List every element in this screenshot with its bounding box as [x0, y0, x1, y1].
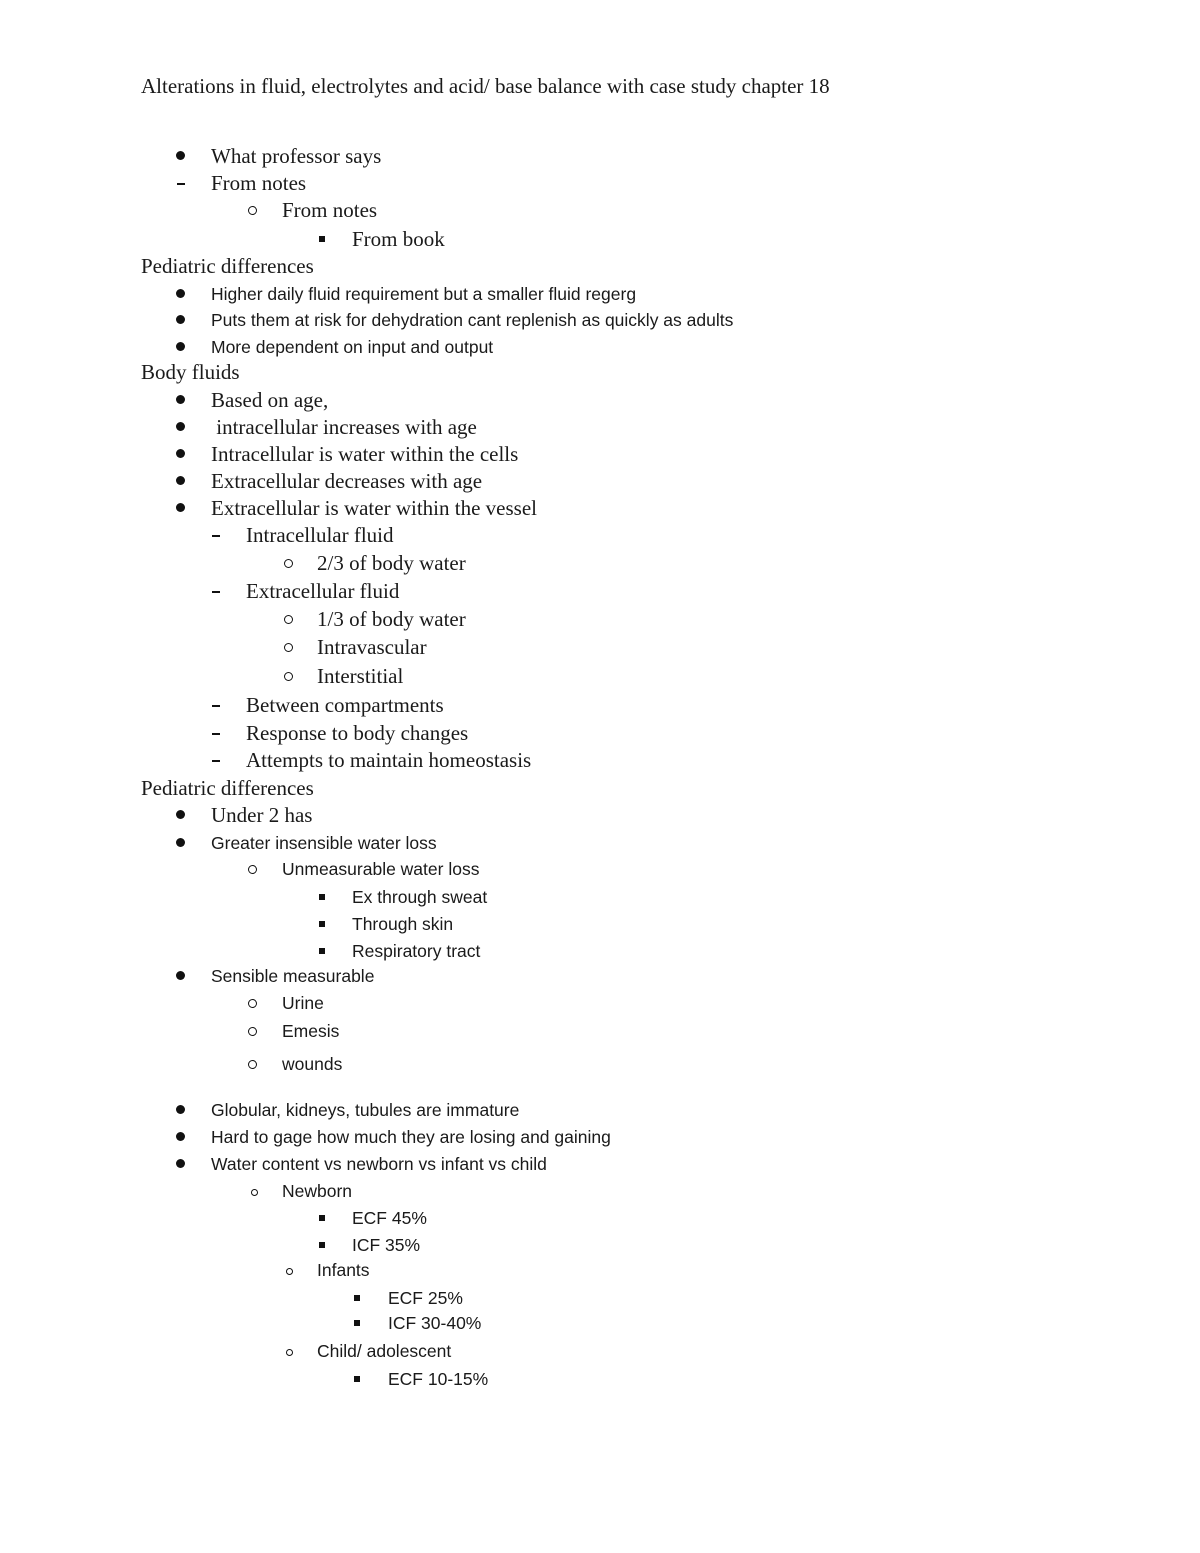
- square-bullet-icon: [319, 921, 325, 927]
- list-item-text: Newborn: [282, 1181, 353, 1201]
- list-item-text: Higher daily fluid requirement but a smaller fluid regerg: [211, 284, 637, 304]
- list-item: [0, 937, 481, 965]
- list-item-text: Puts them at risk for dehydration cant replenish as quickly as adults: [211, 310, 734, 330]
- disc-bullet-icon: [176, 342, 185, 351]
- list-item: [0, 1096, 520, 1124]
- legend-level4-text: From book: [352, 227, 445, 251]
- list-item: [0, 386, 329, 414]
- list-item: [0, 1284, 463, 1312]
- list-item-text: Ex through sweat: [352, 887, 488, 907]
- list-item-text: Through skin: [352, 914, 454, 934]
- list-item-text: Intracellular fluid: [246, 523, 394, 547]
- square-bullet-icon: [319, 948, 325, 954]
- list-item-text: ECF 25%: [388, 1288, 463, 1308]
- list-item-text: Emesis: [282, 1021, 340, 1041]
- list-item-text: Greater insensible water loss: [211, 833, 437, 853]
- legend-level2-text: From notes: [211, 171, 307, 195]
- circle-bullet-icon: [248, 1027, 257, 1036]
- disc-bullet-icon: [176, 1132, 185, 1141]
- list-item: [0, 719, 469, 747]
- disc-bullet-icon: [176, 838, 185, 847]
- section3-heading-text: Pediatric differences: [141, 776, 314, 800]
- legend-level4: [0, 225, 445, 253]
- square-bullet-icon: [319, 894, 325, 900]
- section-heading: [0, 358, 240, 386]
- list-item-text: Unmeasurable water loss: [282, 859, 480, 879]
- list-item: [0, 577, 400, 605]
- document-title: [0, 72, 830, 100]
- circle-bullet-icon: [286, 1268, 293, 1275]
- disc-bullet-icon: [176, 289, 185, 298]
- square-bullet-icon: [319, 1215, 325, 1221]
- list-item: [0, 467, 483, 495]
- list-item: [0, 494, 537, 522]
- square-bullet-icon: [319, 236, 325, 242]
- circle-bullet-icon: [284, 643, 293, 652]
- list-item: [0, 521, 394, 549]
- list-item-text: More dependent on input and output: [211, 337, 494, 357]
- circle-bullet-icon: [284, 615, 293, 624]
- list-item: [0, 1231, 421, 1259]
- disc-bullet-icon: [176, 503, 185, 512]
- list-item-text: Extracellular fluid: [246, 579, 400, 603]
- list-item-text: Sensible measurable: [211, 966, 375, 986]
- circle-bullet-icon: [248, 999, 257, 1008]
- disc-bullet-icon: [176, 315, 185, 324]
- list-item: [0, 1017, 340, 1045]
- list-item: [0, 633, 427, 661]
- list-item: [0, 910, 454, 938]
- dash-bullet-icon: [212, 760, 220, 762]
- dash-bullet-icon: [212, 705, 220, 707]
- list-item-text: ICF 30-40%: [388, 1313, 482, 1333]
- dash-bullet-icon: [212, 733, 220, 735]
- list-item: [0, 1204, 427, 1232]
- list-item: [0, 1177, 353, 1205]
- list-item-text: Response to body changes: [246, 721, 469, 745]
- disc-bullet-icon: [176, 1105, 185, 1114]
- disc-bullet-icon: [176, 449, 185, 458]
- disc-bullet-icon: [176, 151, 185, 160]
- list-item-text: Intravascular: [317, 635, 427, 659]
- circle-bullet-icon: [286, 1349, 293, 1356]
- legend-level1: [0, 142, 382, 170]
- circle-bullet-icon: [251, 1189, 258, 1196]
- square-bullet-icon: [354, 1295, 360, 1301]
- disc-bullet-icon: [176, 810, 185, 819]
- list-item-text: Attempts to maintain homeostasis: [246, 748, 532, 772]
- list-item: [0, 1365, 489, 1393]
- legend-level2: [0, 169, 307, 197]
- list-item-text: Hard to gage how much they are losing and gaining: [211, 1127, 611, 1147]
- list-item-text: ECF 45%: [352, 1208, 427, 1228]
- list-item: [0, 1309, 482, 1337]
- dash-bullet-icon: [212, 535, 220, 537]
- document-title-text: Alterations in fluid, electrolytes and acid/ base balance with case study chapter 18: [141, 74, 830, 98]
- list-item-text: Intracellular is water within the cells: [211, 442, 519, 466]
- list-item-text: Based on age,: [211, 388, 329, 412]
- square-bullet-icon: [354, 1320, 360, 1326]
- legend-level1-text: What professor says: [211, 144, 382, 168]
- disc-bullet-icon: [176, 971, 185, 980]
- list-item: [0, 440, 519, 468]
- list-item-text: Extracellular decreases with age: [211, 469, 483, 493]
- circle-bullet-icon: [248, 206, 257, 215]
- list-item-text: 2/3 of body water: [317, 551, 466, 575]
- list-item: [0, 1050, 343, 1078]
- list-item-text: Respiratory tract: [352, 941, 481, 961]
- square-bullet-icon: [319, 1242, 325, 1248]
- disc-bullet-icon: [176, 422, 185, 431]
- circle-bullet-icon: [284, 672, 293, 681]
- list-item-text: ECF 10-15%: [388, 1369, 489, 1389]
- circle-bullet-icon: [248, 865, 257, 874]
- disc-bullet-icon: [176, 1159, 185, 1168]
- list-item-text: Child/ adolescent: [317, 1341, 452, 1361]
- legend-level3-text: From notes: [282, 198, 378, 222]
- list-item-text: wounds: [282, 1054, 343, 1074]
- list-item: [0, 691, 444, 719]
- list-item: [0, 1123, 611, 1151]
- list-item: [0, 662, 404, 690]
- list-item: [0, 855, 480, 883]
- list-item: [0, 829, 437, 857]
- square-bullet-icon: [354, 1376, 360, 1382]
- list-item: [0, 413, 477, 441]
- list-item-text: Globular, kidneys, tubules are immature: [211, 1100, 520, 1120]
- list-item: [0, 883, 488, 911]
- section-heading: [0, 774, 314, 802]
- disc-bullet-icon: [176, 476, 185, 485]
- list-item-text: ICF 35%: [352, 1235, 421, 1255]
- list-item-text: Extracellular is water within the vessel: [211, 496, 537, 520]
- legend-level3: [0, 196, 378, 224]
- circle-bullet-icon: [248, 1060, 257, 1069]
- dash-bullet-icon: [212, 591, 220, 593]
- list-item: [0, 1337, 452, 1365]
- section1-heading-text: Pediatric differences: [141, 254, 314, 278]
- list-item: [0, 989, 324, 1017]
- list-item: [0, 549, 466, 577]
- list-item-text: Water content vs newborn vs infant vs child: [211, 1154, 547, 1174]
- list-item-text: Infants: [317, 1260, 370, 1280]
- list-item: [0, 746, 532, 774]
- list-item-text: intracellular increases with age: [211, 415, 477, 439]
- section2-heading-text: Body fluids: [141, 360, 240, 384]
- list-item: [0, 1150, 547, 1178]
- list-item-text: Interstitial: [317, 664, 404, 688]
- section-heading: [0, 252, 314, 280]
- list-item: [0, 1256, 370, 1284]
- dash-bullet-icon: [177, 183, 185, 185]
- list-item-text: Between compartments: [246, 693, 444, 717]
- circle-bullet-icon: [284, 559, 293, 568]
- list-item: [0, 962, 375, 990]
- list-item-text: Urine: [282, 993, 324, 1013]
- list-item: [0, 280, 637, 308]
- disc-bullet-icon: [176, 395, 185, 404]
- list-item: [0, 801, 313, 829]
- list-item: [0, 605, 466, 633]
- list-item: [0, 306, 734, 334]
- list-item-text: Under 2 has: [211, 803, 313, 827]
- list-item-text: 1/3 of body water: [317, 607, 466, 631]
- list-item: [0, 333, 494, 361]
